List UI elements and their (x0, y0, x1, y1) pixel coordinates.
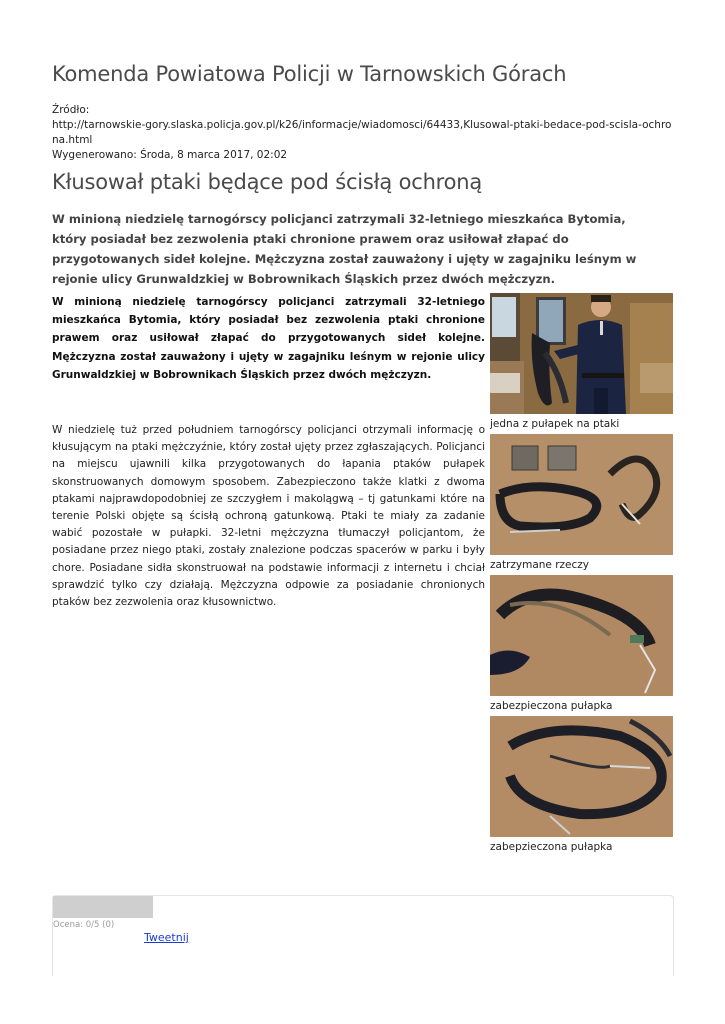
seized-items-illustration (490, 434, 673, 555)
photo-caption-3: zabezpieczona pułapka (490, 700, 613, 712)
police-officer-with-trap-photo[interactable] (490, 293, 673, 414)
site-title: Komenda Powiatowa Policji w Tarnowskich Górach (52, 62, 567, 86)
trap-illustration-1 (490, 575, 673, 696)
rating-bar[interactable] (53, 896, 153, 918)
tweet-link[interactable]: Tweetnij (144, 931, 189, 944)
photo-caption-2: zatrzymane rzeczy (490, 559, 590, 571)
photo-caption-1: jedna z pułapek na ptaki (490, 418, 620, 430)
article-lead: W minioną niedzielę tarnogórscy policjanci zatrzymali 32-letniego mieszkańca Bytomia, który posiadał bez zezwolenia ptaki chronione prawem oraz usiłował złapać do przygotowanych sideł kolejne. Mężczyzna został zauważony i ujęty w zagajniku leśnym w rejonie ulicy Grunwaldzkiej w Bobrownikach Śląskich przez dwóch mężczyzn. (52, 212, 637, 286)
officer-illustration (490, 293, 673, 414)
photo-column (490, 293, 674, 857)
trap-photo[interactable] (490, 716, 673, 837)
photo-caption-4: zabepzieczona pułapka (490, 841, 613, 853)
generated-date: Wygenerowano: Środa, 8 marca 2017, 02:02 (52, 149, 288, 161)
seized-items-photo[interactable] (490, 434, 673, 555)
trap-photo[interactable] (490, 575, 673, 696)
source-label: Źródło: (52, 104, 90, 116)
source-info (52, 103, 674, 163)
trap-illustration-2 (490, 716, 673, 837)
article-body: W niedzielę tuż przed południem tarnogórscy policjanci otrzymali informację o kłusującym na ptaki mężczyźnie, który został ujęty przez zgłaszających. Policjanci na miejscu ujawnili kilka przygotowanych do łapania ptaków pułapek skonstruowanych domowym sposobem. Zabezpieczono także klatki z dwoma ptakami najprawdopodobniej ze szczygłem i makolągwą – tj gatunkami które na terenie Polski objęte są ścisłą ochroną gatunkową. Ptaki te miały za zadanie wabić pozostałe w pułapki. 32-letni mężczyzna tłumaczył policjantom, że posiadane przez niego ptaki, zostały znalezione podczas spacerów w parku i były chore. Posiadane sidła skonstruował na podstawie informacji z internetu i chciał sprawdzić tylko czy działają. Mężczyzna odpowie za posiadanie chronionych ptaków bez zezwolenia oraz kłusownictwo. (52, 424, 485, 609)
article-title: Kłusował ptaki będące pod ścisłą ochroną (52, 170, 483, 194)
article-lead-repeat: W minioną niedzielę tarnogórscy policjanci zatrzymali 32-letniego mieszkańca Bytomia, który posiadał bez zezwolenia ptaki chronione prawem oraz usiłował złapać do przygotowanych sideł kolejne. Mężczyzna został zauważony i ujęty w zagajniku leśnym w rejonie ulicy Grunwaldzkiej w Bobrownikach Śląskich przez dwóch mężczyzn. (52, 296, 485, 381)
footer-panel (52, 895, 674, 976)
source-url[interactable]: http://tarnowskie-gory.slaska.policja.gov.pl/k26/informacje/wiadomosci/64433,Klusowal-ptaki-bedace-pod-scisla-ochrona.html (52, 119, 672, 146)
rating-text: Ocena: 0/5 (0) (53, 920, 115, 930)
